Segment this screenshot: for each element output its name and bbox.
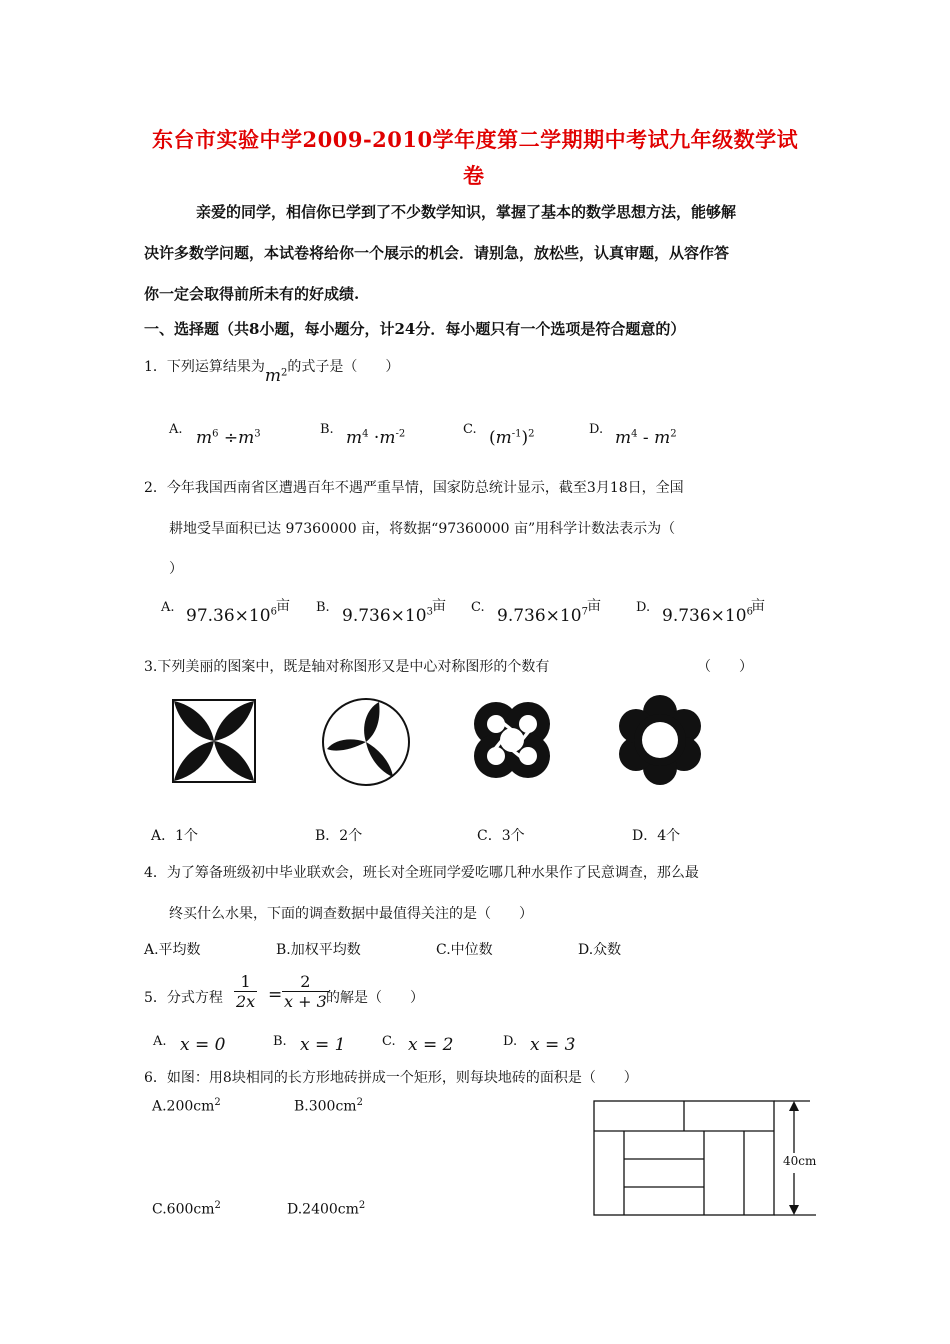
question-1-stem: 1．下列运算结果为$m^2$的式子是（ ） <box>144 359 400 386</box>
question-3-stem: 3.下列美丽的图案中，既是轴对称图形又是中心对称图形的个数有 <box>144 659 550 675</box>
question-6-option-d[interactable]: $D.2400cm^2$ <box>287 1200 366 1218</box>
question-3-option-c[interactable]: C．3个 <box>477 828 525 844</box>
intro-line-1: 亲爱的同学，相信你已学到了不少数学知识，掌握了基本的数学思想方法，能够解 <box>196 203 737 221</box>
question-2-line-3: ） <box>169 561 183 577</box>
question-5-option-b-expr: x = 1 <box>300 1035 346 1055</box>
question-2-option-d-expr: $9.736\times 10^6$ <box>662 606 753 626</box>
question-5-option-d-expr: x = 3 <box>530 1035 576 1055</box>
question-5-stem-after: 的解是（ ） <box>326 990 424 1006</box>
question-5-option-b[interactable]: B. <box>273 1034 287 1049</box>
intro-line-3: 你一定会取得前所未有的好成绩. <box>144 285 360 303</box>
question-2-option-b-expr: $9.736\times 10^3$ <box>342 606 433 626</box>
figure-interlocking-rings <box>466 694 558 786</box>
question-4-line-2: 终买什么水果，下面的调查数据中最值得关注的是（ ） <box>169 906 533 922</box>
question-2-option-b[interactable]: B. <box>316 600 330 615</box>
question-1-option-c-expr: $(m^{-1})^2$ <box>489 428 535 448</box>
question-5-option-d[interactable]: D. <box>503 1034 518 1049</box>
figure-six-petal-flower <box>614 694 706 786</box>
page-title: 东台市实验中学2009-2010学年度第二学期期中考试九年级数学试 <box>152 127 799 152</box>
question-2-option-b-unit: 亩 <box>432 598 446 614</box>
question-2-option-d[interactable]: D. <box>636 600 651 615</box>
question-5-option-c[interactable]: C. <box>382 1034 396 1049</box>
page-title-continued: 卷 <box>463 163 485 188</box>
question-1-option-d-expr: $m^4 - m^2$ <box>615 428 677 448</box>
question-2-option-a[interactable]: A. <box>161 600 175 615</box>
question-2-line-2: 耕地受旱面积已达 97360000 亩，将数据“97360000 亩”用科学计数法表示为（ <box>169 521 676 537</box>
question-5-option-a-expr: x = 0 <box>180 1035 226 1055</box>
question-3-option-a[interactable]: A．1个 <box>151 828 199 844</box>
section-heading: 一、选择题（共8小题，每小题分，计24分．每小题只有一个选项是符合题意的） <box>144 320 686 338</box>
question-2-option-c-unit: 亩 <box>587 598 601 614</box>
question-2-option-c[interactable]: C. <box>471 600 485 615</box>
question-2-line-1: 2．今年我国西南省区遭遇百年不遇严重旱情，国家防总统计显示，截至3月18日，全国 <box>144 480 684 496</box>
question-1-option-a[interactable]: A. <box>169 422 183 437</box>
question-5-option-c-expr: x = 2 <box>408 1035 454 1055</box>
question-3-option-d[interactable]: D．4个 <box>632 828 681 844</box>
question-3-answer-paren: （ ） <box>697 659 753 675</box>
question-1-option-c[interactable]: C. <box>463 422 477 437</box>
question-5-stem-before: 5．分式方程 <box>144 990 223 1006</box>
intro-line-2: 决许多数学问题，本试卷将给你一个展示的机会．请别急，放松些，认真审题，从容作答 <box>144 244 730 262</box>
figure-four-petal-square <box>172 699 256 783</box>
question-2-option-d-unit: 亩 <box>751 598 765 614</box>
question-5-equals: = <box>268 985 283 1005</box>
question-5-fraction-left: $\frac{1}{2x}$ <box>236 972 256 1011</box>
question-1-option-a-expr: $m^6 \div m^3$ <box>196 428 261 448</box>
question-6-option-a[interactable]: $A.200cm^2$ <box>152 1097 221 1115</box>
question-6-option-c[interactable]: $C.600cm^2$ <box>152 1200 221 1218</box>
figure-three-blade-circle <box>321 697 411 787</box>
question-6-option-b[interactable]: $B.300cm^2$ <box>294 1097 363 1115</box>
question-5-fraction-right: $\frac{2}{x + 3}$ <box>284 972 327 1011</box>
question-6-stem: 6．如图：用8块相同的长方形地砖拼成一个矩形，则每块地砖的面积是（ ） <box>144 1070 638 1086</box>
question-4-option-d[interactable]: D.众数 <box>578 942 622 958</box>
question-2-option-c-expr: $9.736\times 10^7$ <box>497 606 588 626</box>
question-3-option-b[interactable]: B．2个 <box>315 828 363 844</box>
question-4-option-a[interactable]: A.平均数 <box>144 942 201 958</box>
question-5-option-a[interactable]: A. <box>153 1034 167 1049</box>
question-1-option-d[interactable]: D. <box>589 422 604 437</box>
tile-dimension-label: 40cm <box>783 1154 817 1168</box>
question-4-option-c[interactable]: C.中位数 <box>436 942 493 958</box>
question-4-option-b[interactable]: B.加权平均数 <box>276 942 361 958</box>
question-2-option-a-unit: 亩 <box>276 598 290 614</box>
question-1-option-b[interactable]: B. <box>320 422 334 437</box>
question-2-option-a-expr: $97.36\times 10^6$ <box>186 606 277 626</box>
question-4-line-1: 4．为了筹备班级初中毕业联欢会，班长对全班同学爱吃哪几种水果作了民意调查，那么最 <box>144 865 699 881</box>
question-1-option-b-expr: $m^4 \cdot m^{-2}$ <box>346 428 406 448</box>
